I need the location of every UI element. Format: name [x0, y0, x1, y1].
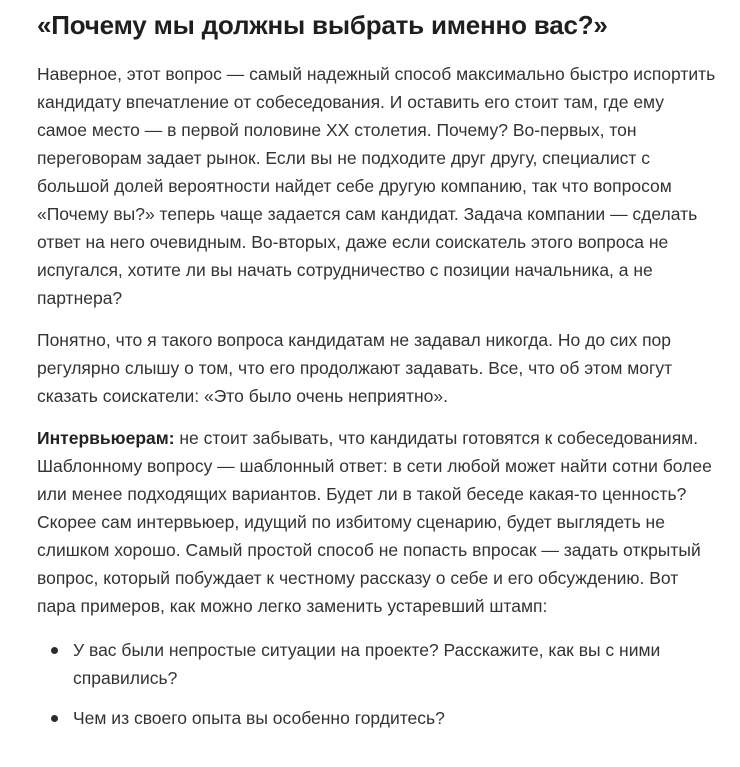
paragraph-experience: Понятно, что я такого вопроса кандидатам не задавал никогда. Но до сих пор регулярно слышу о том, что его продолжают задавать. Все, что об этом могут сказать соискатели: «Это было очень неприятно». — [37, 330, 673, 406]
list-item-text: У вас были непростые ситуации на проекте? Расскажите, как вы с ними справились? — [73, 640, 661, 688]
bullet-icon — [51, 715, 58, 722]
list-item — [73, 704, 716, 732]
bullet-icon — [51, 647, 58, 654]
list-item — [73, 636, 716, 692]
example-questions-list — [37, 636, 716, 732]
article-title: «Почему мы должны выбрать именно вас?» — [37, 10, 608, 40]
interviewers-label: Интервьюерам: — [37, 428, 175, 448]
list-item-text: Чем из своего опыта вы особенно гордитесь? — [73, 708, 445, 728]
paragraph-intro: Наверное, этот вопрос — самый надежный способ максимально быстро испортить кандидату впечатление от собеседования. И оставить его стоит там, где ему самое место — в первой половине XX столетия. Почему? Во-первых, тон переговорам задает рынок. Если вы не подходите друг другу, специалист с большой долей вероятности найдет себе другую компанию, так что вопросом «Почему вы?» теперь чаще задается сам кандидат. Задача компании — сделать ответ на него очевидным. Во-вторых, даже если соискатель этого вопроса не испугался, хотите ли вы начать сотрудничество с позиции начальника, а не партнера? — [37, 64, 716, 308]
interviewers-text: не стоит забывать, что кандидаты готовятся к собеседованиям. Шаблонному вопросу — шаблонный ответ: в сети любой может найти сотни более или менее подходящих вариантов. Будет ли в такой беседе какая-то ценность? Скорее сам интервьюер, идущий по избитому сценарию, будет выглядеть не слишком хорошо. Самый простой способ не попасть впросак — задать открытый вопрос, который побуждает к честному рассказу о себе и его обсуждению. Вот пара примеров, как можно легко заменить устаревший штамп: — [37, 428, 712, 616]
paragraph-interviewers — [37, 424, 716, 620]
